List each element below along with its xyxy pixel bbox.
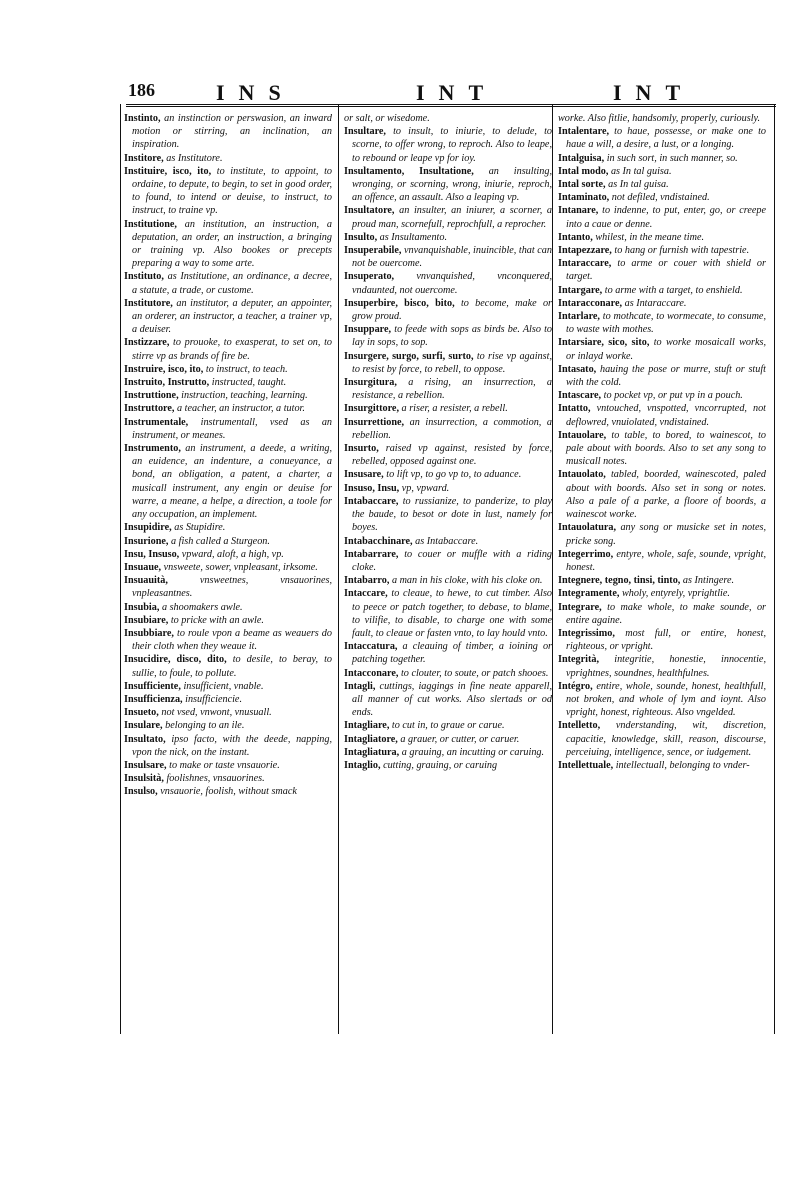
- dictionary-entry: [558, 178, 766, 191]
- dictionary-entry: [558, 429, 766, 469]
- definition: in such sort, in such manner, so.: [606, 152, 738, 164]
- headword: Insubia,: [124, 601, 160, 613]
- headword: Insuso, Insu,: [344, 482, 400, 494]
- headword: Insufficienza,: [124, 693, 183, 705]
- dictionary-entry: [344, 231, 552, 244]
- dictionary-entry: [344, 125, 552, 165]
- dictionary-entry: [124, 772, 332, 785]
- headword: Institore,: [124, 152, 164, 164]
- dictionary-entry: [344, 112, 552, 125]
- definition: to worke mosaicall works, or inlayd worke.: [566, 337, 766, 362]
- headword: Insurgittore,: [344, 403, 399, 415]
- headword: Intaccatura,: [344, 641, 398, 653]
- headword: Intauolato,: [558, 469, 606, 481]
- dictionary-entry: [124, 336, 332, 362]
- running-head-right: INT: [613, 80, 695, 105]
- dictionary-entry: [124, 759, 332, 772]
- definition: not vsed, vnwont, vnusuall.: [161, 707, 272, 719]
- headword: Instruttore,: [124, 403, 175, 415]
- definition: to mothcate, to wormecate, to consume, to waste with mothes.: [566, 311, 766, 336]
- headword: Insulsare,: [124, 759, 167, 771]
- dictionary-entry: [124, 614, 332, 627]
- definition: to lift vp, to go vp to, to aduance.: [386, 469, 522, 481]
- headword: Intatto,: [558, 403, 591, 415]
- definition: belonging to an ile.: [165, 720, 245, 732]
- definition: to instruct, to teach.: [205, 363, 288, 375]
- dictionary-entry: [558, 548, 766, 574]
- definition: a grauer, or cutter, or caruer.: [400, 733, 520, 745]
- dictionary-entry: [124, 376, 332, 389]
- definition: vnvanquishable, inuincible, that can not be ouercome.: [352, 245, 552, 270]
- dictionary-entry: [124, 218, 332, 271]
- headword: Insultamento, Insultatione,: [344, 165, 474, 177]
- definition: to pricke with an awle.: [170, 614, 264, 626]
- headword: Integrissimo,: [558, 627, 615, 639]
- dictionary-entry: [558, 719, 766, 759]
- definition: instrumentall, vsed as an instrument, or meanes.: [132, 416, 332, 441]
- definition: cutting, grauing, or caruing: [383, 759, 498, 771]
- headword: Insueto,: [124, 707, 159, 719]
- definition: vnsauorie, foolish, without smack: [160, 786, 297, 798]
- definition: to arme with a target, to enshield.: [604, 284, 743, 296]
- definition: to feede with sops as birds be. Also to lay in sops, to sop.: [352, 324, 552, 349]
- definition: as In tal guisa.: [608, 179, 669, 191]
- dictionary-entry: [124, 785, 332, 798]
- headword: Insurione,: [124, 535, 169, 547]
- headword: Intapezzare,: [558, 245, 612, 257]
- headword: Insubiare,: [124, 614, 169, 626]
- headword: Insubbiare,: [124, 627, 174, 639]
- definition: vnderstanding, wit, discretion, capacitie, knowledge, skill, reason, discourse, perceiuing, intelligence, sence, or iudgement.: [566, 720, 766, 758]
- definition: as Institutore.: [166, 152, 223, 164]
- headword: Instituire, isco, ito,: [124, 165, 212, 177]
- headword: Intaracconare,: [558, 297, 623, 309]
- definition: whilest, in the meane time.: [595, 231, 705, 243]
- definition: to prouoke, to exasperat, to set on, to stirre vp as brands of fire be.: [132, 337, 332, 362]
- headword: Intasato,: [558, 363, 597, 375]
- dictionary-entry: [558, 152, 766, 165]
- headword: Intarlare,: [558, 311, 600, 323]
- dictionary-entry: [558, 297, 766, 310]
- dictionary-entry: [558, 363, 766, 389]
- headword: Intabarrare,: [344, 548, 399, 560]
- dictionary-entry: [558, 284, 766, 297]
- dictionary-entry: [124, 535, 332, 548]
- headword: Insuauità,: [124, 575, 168, 587]
- dictionary-entry: [344, 759, 552, 772]
- headword: Insulso,: [124, 786, 158, 798]
- dictionary-entry: [344, 270, 552, 296]
- headword: Instinto,: [124, 113, 161, 124]
- headword: Intanto,: [558, 231, 593, 243]
- definition: foolishnes, vnsauorines.: [166, 773, 265, 785]
- dictionary-entry: [124, 389, 332, 402]
- dictionary-entry: [558, 112, 766, 125]
- header-rule: [126, 104, 776, 105]
- headword: Intauolare,: [558, 429, 607, 441]
- definition: to insult, to iniurie, to delude, to scorne, to offer wrong, to reproch. Also to leape, to rebound or leape vp for ioy.: [352, 126, 552, 164]
- dictionary-entry: [344, 165, 552, 205]
- dictionary-entry: [124, 601, 332, 614]
- dictionary-entry: [344, 719, 552, 732]
- dictionary-entry: [124, 548, 332, 561]
- dictionary-entry: [344, 667, 552, 680]
- dictionary-entry: [558, 653, 766, 679]
- dictionary-entry: [344, 376, 552, 402]
- headword: Intelletto,: [558, 720, 601, 732]
- definition: as In tal guisa.: [610, 165, 672, 177]
- definition: vp, vpward.: [401, 482, 450, 494]
- definition: a grauing, an incutting or caruing.: [401, 746, 545, 758]
- headword: Integrità,: [558, 654, 600, 666]
- dictionary-entry: [344, 733, 552, 746]
- definition: integritie, honestie, innocentie, vprightnes, soundnes, healthfulnes.: [566, 654, 766, 679]
- definition: an insulter, an iniurer, a scorner, a proud man, scornefull, reprochfull, a reprocher.: [352, 205, 552, 230]
- headword: Integrare,: [558, 601, 602, 613]
- headword: Insuaue,: [124, 561, 162, 573]
- headword: Intal sorte,: [558, 179, 606, 191]
- definition: vntouched, vnspotted, vncorrupted, not deflowred, vnuiolated, vndistained.: [566, 403, 766, 428]
- headword: Institutione,: [124, 218, 177, 230]
- column-rule: [552, 104, 553, 1034]
- dictionary-entry: [124, 297, 332, 337]
- dictionary-entry: [124, 733, 332, 759]
- headword: Intabaccare,: [344, 495, 399, 507]
- headword: Intarsiare, sico, sito,: [558, 337, 650, 349]
- headword: Instruire, isco, ito,: [124, 363, 204, 375]
- headword: Intagli,: [344, 680, 376, 692]
- definition: any song or musicke set in notes, pricke song.: [566, 522, 766, 547]
- headword: Instituto,: [124, 271, 164, 283]
- headword: Intabarro,: [344, 575, 390, 587]
- definition: not defiled, vndistained.: [611, 192, 710, 204]
- headword: Intabacchinare,: [344, 535, 413, 547]
- dictionary-entry: [124, 270, 332, 296]
- dictionary-entry: [558, 468, 766, 521]
- dictionary-entry: [124, 416, 332, 442]
- definition: vpward, aloft, a high, vp.: [181, 548, 284, 560]
- dictionary-entry: [124, 521, 332, 534]
- definition: to pocket vp, or put vp in a pouch.: [603, 390, 743, 402]
- definition: to cleaue, to hewe, to cut timber. Also to peece or patch together, to debase, to blame, to vilifie, to disable, to charge one with some fault, to cleaue or fasten vnto, to lay hould vnto.: [352, 588, 552, 639]
- headword: Instruito, Instrutto,: [124, 377, 210, 389]
- definition: to rise vp against, to resist by force, to rebell, to oppose.: [352, 350, 552, 375]
- dictionary-entry: [558, 125, 766, 151]
- column-rule: [774, 104, 775, 1034]
- definition: as Stupidire.: [174, 522, 226, 534]
- running-head-center: INT: [416, 80, 498, 105]
- dictionary-entry: [558, 231, 766, 244]
- headword: Insurto,: [344, 443, 379, 455]
- definition: to indenne, to put, enter, go, or creepe into a caue or denne.: [566, 205, 766, 230]
- dictionary-entry: [124, 165, 332, 218]
- dictionary-entry: [558, 587, 766, 600]
- definition: to roule vpon a beame as weauers do their cloth when they weaue it.: [132, 627, 332, 653]
- column-2: [344, 112, 552, 1027]
- headword: Instrumentale,: [124, 416, 189, 428]
- definition: vnsweetnes, vnsauorines, vnpleasantnes.: [132, 575, 332, 600]
- definition: vnvanquished, vnconquered, vndaunted, not ouercome.: [352, 271, 552, 296]
- dictionary-entry: [124, 152, 332, 165]
- running-head-left: INS: [216, 80, 295, 105]
- dictionary-entry: [344, 204, 552, 230]
- headword: Insucidire, disco, dito,: [124, 654, 227, 666]
- dictionary-entry: [344, 482, 552, 495]
- column-1: [124, 112, 332, 1027]
- dictionary-entry: [344, 350, 552, 376]
- definition: insufficient, vnable.: [183, 680, 264, 692]
- dictionary-entry: [558, 521, 766, 547]
- headword: Integnere, tegno, tinsi, tinto,: [558, 575, 681, 587]
- definition: a rising, an insurrection, a resistance, a rebellion.: [352, 377, 552, 402]
- headword: Institutore,: [124, 297, 173, 309]
- headword: Intaccare,: [344, 588, 388, 600]
- definition: a riser, a resister, a rebell.: [401, 403, 508, 415]
- definition: an instinction or perswasion, an inward motion or stirring, an inclination, an inspiration.: [132, 113, 332, 151]
- definition: to hang or furnish with tapestrie.: [614, 245, 750, 257]
- headword: Intanare,: [558, 205, 599, 217]
- headword: Insultare,: [344, 126, 386, 138]
- definition: worke. Also fitlie, handsomly, properly, curiously.: [558, 113, 761, 124]
- definition: hauing the pose or murre, stuft or stuft with the cold.: [566, 363, 766, 389]
- definition: most full, or entire, honest, righteous, or vpright.: [566, 627, 766, 653]
- headword: Intaglio,: [344, 759, 381, 771]
- headword: Intascare,: [558, 390, 602, 402]
- headword: Insuppare,: [344, 324, 392, 336]
- dictionary-entry: [558, 601, 766, 627]
- definition: to clouter, to soute, or patch shooes.: [400, 667, 549, 679]
- dictionary-entry: [558, 680, 766, 720]
- definition: a man in his cloke, with his cloke on.: [391, 575, 543, 587]
- headword: Intalguisa,: [558, 152, 605, 164]
- definition: cuttings, iaggings in fine neate apparell, all manner of cut works. Also slertads or od ends.: [352, 680, 552, 719]
- dictionary-entry: [344, 495, 552, 535]
- headword: Insuperabile,: [344, 245, 402, 257]
- definition: to haue, possesse, or make one to haue a will, a desire, a lust, or a longing.: [566, 126, 766, 151]
- dictionary-entry: [344, 680, 552, 720]
- dictionary-entry: [344, 442, 552, 468]
- definition: to make or taste vnsauorie.: [169, 759, 280, 771]
- dictionary-entry: [124, 574, 332, 600]
- dictionary-entry: [124, 680, 332, 693]
- definition: as Intingere.: [682, 575, 735, 587]
- dictionary-entry: [344, 574, 552, 587]
- definition: a cleauing of timber, a ioining or patching together.: [352, 641, 552, 666]
- definition: insufficiencie.: [185, 693, 242, 705]
- definition: to table, to bored, to wainescot, to pale about with boords. Also to set any song to musicall notes.: [566, 429, 766, 468]
- headword: Insulare,: [124, 720, 163, 732]
- dictionary-entry: [124, 363, 332, 376]
- page-number: 186: [128, 80, 155, 100]
- headword: Intacconare,: [344, 667, 399, 679]
- headword: Insultato,: [124, 733, 166, 745]
- definition: as Intaraccare.: [624, 297, 687, 309]
- definition: intellectuall, belonging to vnder-: [615, 759, 750, 771]
- dictionary-entry: [344, 244, 552, 270]
- dictionary-entry: [558, 204, 766, 230]
- headword: Insuperbire, bisco, bito,: [344, 297, 455, 309]
- header-rule-double: [126, 106, 776, 107]
- definition: as Intabaccare.: [415, 535, 479, 547]
- definition: to cut in, to graue or carue.: [391, 720, 505, 732]
- definition: to russianize, to panderize, to play the baude, to besot or dote in lust, namely for boyes.: [352, 495, 552, 534]
- definition: to couer or muffle with a riding cloke.: [352, 548, 552, 573]
- headword: Insurrettione,: [344, 416, 405, 428]
- dictionary-entry: [124, 442, 332, 521]
- definition: as Insultamento.: [379, 231, 448, 243]
- headword: Intégro,: [558, 680, 593, 692]
- headword: Insuperato,: [344, 271, 395, 283]
- dictionary-entry: [344, 640, 552, 666]
- definition: to become, make or grow proud.: [352, 297, 552, 323]
- definition: to desile, to beray, to sullie, to foule, to pollute.: [132, 654, 332, 679]
- definition: a fish called a Sturgeon.: [171, 535, 270, 547]
- headword: Intellettuale,: [558, 759, 614, 771]
- definition: entire, whole, sounde, honest, healthfull, not broken, and whole of lym and ioynt. Also vpright, honest, righteous. Also vngelded.: [566, 680, 766, 719]
- headword: Intargare,: [558, 284, 603, 296]
- headword: Instrumento,: [124, 443, 181, 455]
- dictionary-entry: [124, 112, 332, 152]
- dictionary-entry: [124, 627, 332, 653]
- column-rule: [120, 104, 121, 1034]
- column-rule: [338, 104, 339, 1034]
- headword: Intal modo,: [558, 165, 609, 177]
- dictionary-entry: [558, 257, 766, 283]
- dictionary-entry: [344, 323, 552, 349]
- headword: Insurgere, surgo, surfi, surto,: [344, 350, 474, 362]
- headword: Integramente,: [558, 588, 620, 600]
- definition: ipso facto, with the deede, napping, vpon the nick, on the instant.: [132, 733, 332, 758]
- definition: entyre, whole, safe, sounde, vpright, honest.: [566, 548, 766, 573]
- headword: Insu, Insuso,: [124, 548, 180, 560]
- dictionary-entry: [344, 402, 552, 415]
- definition: a shoomakers awle.: [161, 601, 243, 613]
- dictionary-entry: [558, 574, 766, 587]
- dictionary-entry: [124, 693, 332, 706]
- definition: to institute, to appoint, to ordaine, to depute, to begin, to set in good order, to found, to intend or deuise, to instruct, to instruct, to traine vp.: [132, 165, 332, 217]
- dictionary-entry: [558, 244, 766, 257]
- dictionary-entry: [558, 310, 766, 336]
- definition: or salt, or wisedome.: [344, 113, 430, 124]
- headword: Instruttione,: [124, 390, 179, 402]
- headword: Insulto,: [344, 231, 378, 243]
- headword: Insulsità,: [124, 773, 164, 785]
- dictionary-entry: [344, 416, 552, 442]
- headword: Intaraccare,: [558, 258, 612, 270]
- definition: instruction, teaching, learning.: [181, 390, 308, 402]
- dictionary-entry: [558, 336, 766, 362]
- definition: to make whole, to make sounde, or entire againe.: [566, 601, 766, 626]
- definition: an institution, an instruction, a deputation, an order, an instruction, a bringing or training vp. Also bookes or precepts preparing a way to some arte.: [132, 218, 332, 270]
- definition: vnsweete, sower, vnpleasant, irksome.: [163, 561, 318, 573]
- dictionary-entry: [344, 746, 552, 759]
- dictionary-entry: [558, 627, 766, 653]
- definition: an instrument, a deede, a writing, an euidence, an indenture, a conueyance, a bond, an obligation, a patent, a charter, a musicall instrument, any engin or deuise for warre, a meane, a helpe, a direction, a toole for any occupation, an implement.: [132, 443, 332, 521]
- column-3: [558, 112, 766, 1027]
- headword: Intaminato,: [558, 192, 610, 204]
- dictionary-entry: [558, 402, 766, 428]
- definition: an institutor, a deputer, an appointer, an orderer, an instructor, a teacher, a trainer vp, a deuiser.: [132, 297, 332, 336]
- dictionary-entry: [558, 389, 766, 402]
- headword: Insusare,: [344, 469, 384, 481]
- dictionary-entry: [558, 191, 766, 204]
- dictionary-entry: [558, 759, 766, 772]
- dictionary-entry: [558, 165, 766, 178]
- headword: Intalentare,: [558, 126, 610, 138]
- definition: an insurrection, a commotion, a rebellion.: [352, 416, 552, 441]
- headword: Intagliatore,: [344, 733, 398, 745]
- dictionary-entry: [124, 402, 332, 415]
- dictionary-entry: [124, 719, 332, 732]
- headword: Integerrimo,: [558, 548, 614, 560]
- headword: Instizzare,: [124, 337, 170, 349]
- headword: Intagliatura,: [344, 746, 400, 758]
- definition: wholy, entyrely, vprightlie.: [621, 588, 730, 600]
- dictionary-page: [118, 78, 778, 1028]
- dictionary-entry: [344, 297, 552, 323]
- headword: Intauolatura,: [558, 522, 617, 534]
- definition: to arme or couer with shield or target.: [566, 258, 766, 283]
- headword: Insufficiente,: [124, 680, 181, 692]
- definition: raised vp against, resisted by force, rebelled, opposed against one.: [352, 443, 552, 468]
- definition: as Institutione, an ordinance, a decree, a statute, a trade, or custome.: [132, 271, 332, 296]
- definition: instructed, taught.: [211, 377, 287, 389]
- dictionary-entry: [344, 535, 552, 548]
- definition: a teacher, an instructor, a tutor.: [177, 403, 305, 415]
- headword: Insupidire,: [124, 522, 172, 534]
- dictionary-entry: [344, 587, 552, 640]
- headword: Insurgitura,: [344, 377, 397, 389]
- definition: an insulting, wronging, or scorning, wrong, iniurie, reproch, an offence, an assault. Also a leaping vp.: [352, 165, 552, 204]
- dictionary-entry: [124, 706, 332, 719]
- dictionary-entry: [124, 653, 332, 679]
- headword: Insultatore,: [344, 205, 395, 217]
- dictionary-entry: [344, 468, 552, 481]
- dictionary-entry: [124, 561, 332, 574]
- definition: tabled, boorded, wainescoted, paled about with boords. Also set in song or notes. Also a pale of a parke, a floore of boords, a wainescot worke.: [566, 469, 766, 521]
- dictionary-entry: [344, 548, 552, 574]
- headword: Intagliare,: [344, 720, 390, 732]
